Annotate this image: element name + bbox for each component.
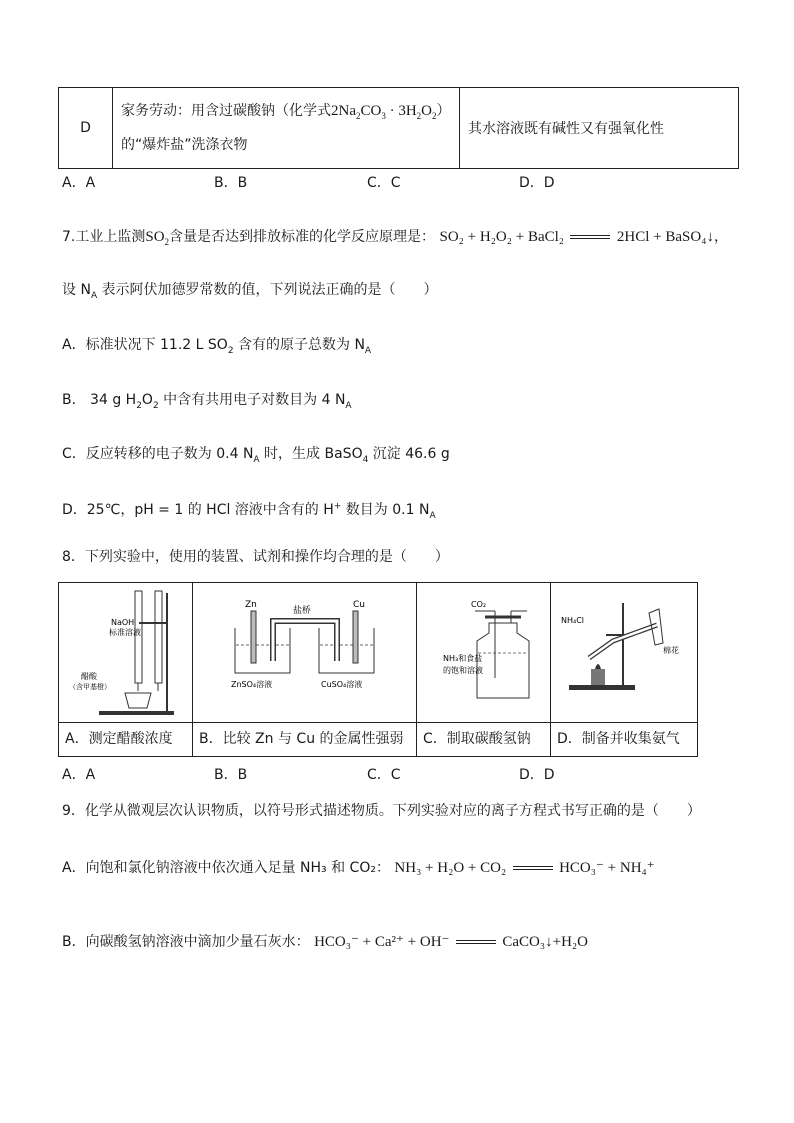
- q6-option-d[interactable]: D．D: [519, 175, 555, 191]
- q7-option-a[interactable]: A．标准状况下 11.2 L $SO_2$ 含有的原子总数为 $N_A$: [62, 337, 372, 356]
- salt-bridge-label: 盐桥: [293, 606, 312, 616]
- gas-washing-bottle-icon: [417, 583, 550, 718]
- cotton-label: 棉花: [663, 646, 679, 655]
- q8-option-b[interactable]: B．B: [214, 767, 248, 783]
- cu-label: Cu: [353, 600, 365, 610]
- q6-row-d-line2: 的“爆炸盐”洗涤衣物: [121, 137, 248, 153]
- q8-option-d[interactable]: D．D: [519, 767, 555, 783]
- znso4-label: ZnSO₄溶液: [231, 680, 273, 689]
- q8-option-c[interactable]: C．C: [367, 767, 401, 783]
- co2-label: CO₂: [471, 600, 487, 609]
- cuso4-label: CuSO₄溶液: [321, 680, 363, 689]
- standard-solution-label: 标准溶液: [109, 628, 141, 637]
- q6-row-d-line1: 家务劳动：用含过碳酸钠（化学式$2Na_2CO_3 \cdot 3H_2O_2$）: [121, 103, 451, 121]
- zn-label: Zn: [245, 600, 257, 610]
- nh3-brine-label: NH₃和食盐: [443, 654, 483, 663]
- q7-equation-left: SO₂ + H₂O₂ + BaCl₂: [439, 229, 565, 245]
- q6-table: [58, 87, 739, 169]
- q7-stem-line2: 设 $N_A$ 表示阿伏加德罗常数的值，下列说法正确的是（ ）: [62, 282, 438, 301]
- q7-stem: 7.工业上监测$SO_2$含量是否达到排放标准的化学反应原理是： SO₂ + H₂O₂ + BaCl₂ 2HCl + BaSO₄↓，: [62, 229, 728, 247]
- q8-caption-d: D．制备并收集氨气: [551, 723, 698, 757]
- q6-row-d-content: [113, 88, 460, 169]
- q8-image-titration: [59, 583, 193, 723]
- q9-option-b[interactable]: B．向碳酸氢钠溶液中滴加少量石灰水： HCO₃⁻ + Ca²⁺ + OH⁻ CaCO₃↓+H₂O: [62, 934, 588, 950]
- q8-caption-c: C．制取碳酸氢钠: [417, 723, 551, 757]
- saturated-solution-label: 的饱和溶液: [443, 666, 483, 675]
- q8-table: [58, 582, 698, 757]
- naoh-label: NaOH: [111, 618, 135, 627]
- q9-b-equals: [454, 937, 498, 947]
- q8-caption-b: B．比较 Zn 与 Cu 的金属性强弱: [193, 723, 417, 757]
- nh4cl-label: NH₄Cl: [561, 616, 585, 625]
- q8-caption-a: A．测定醋酸浓度: [59, 723, 193, 757]
- q6-option-b[interactable]: B．B: [214, 175, 248, 191]
- q9-option-a[interactable]: A．向饱和氯化钠溶液中依次通入足量 NH₃ 和 CO₂： NH₃ + H₂O + CO₂ HCO₃⁻ + NH₄⁺: [62, 860, 655, 876]
- q8-image-ammonia: [551, 583, 698, 723]
- q7-option-b[interactable]: B． 34 g $H_2O_2$ 中含有共用电子对数目为 4 $N_A$: [62, 392, 352, 411]
- q7-equation-right: 2HCl + BaSO₄↓: [616, 229, 714, 245]
- q6-options: [62, 172, 662, 192]
- q6-option-a[interactable]: A．A: [62, 175, 96, 191]
- acetic-acid-label: 醋酸: [81, 672, 97, 681]
- q9-stem: 9．化学从微观层次认识物质，以符号形式描述物质。下列实验对应的离子方程式书写正确的是（ ）: [62, 803, 701, 819]
- q7-option-c[interactable]: C．反应转移的电子数为 0.4 $N_A$ 时，生成 BaSO$_4$ 沉淀 46.6 g: [62, 446, 450, 465]
- q9-a-equals: [511, 863, 555, 873]
- burette-apparatus-icon: [59, 583, 192, 718]
- q8-image-bicarbonate: [417, 583, 551, 723]
- q6-row-d-label: D: [59, 88, 113, 169]
- q6-row-d-property: 其水溶液既有碱性又有强氧化性: [460, 88, 739, 169]
- ammonia-setup-icon: [551, 583, 697, 718]
- q8-stem: 8．下列实验中，使用的装置、试剂和操作均合理的是（ ）: [62, 549, 449, 565]
- q7-option-d[interactable]: D．25℃，pH = 1 的 HCl 溶液中含有的 H+ 数目为 0.1 $N_A$: [62, 501, 436, 521]
- indicator-label: （含甲基橙）: [69, 683, 111, 691]
- q7-equation-equals: [568, 232, 612, 242]
- q8-image-galvanic: [193, 583, 417, 723]
- q8-option-a[interactable]: A．A: [62, 767, 96, 783]
- q6-option-c[interactable]: C．C: [367, 175, 401, 191]
- galvanic-cell-icon: [193, 583, 416, 718]
- q8-options: [62, 764, 662, 784]
